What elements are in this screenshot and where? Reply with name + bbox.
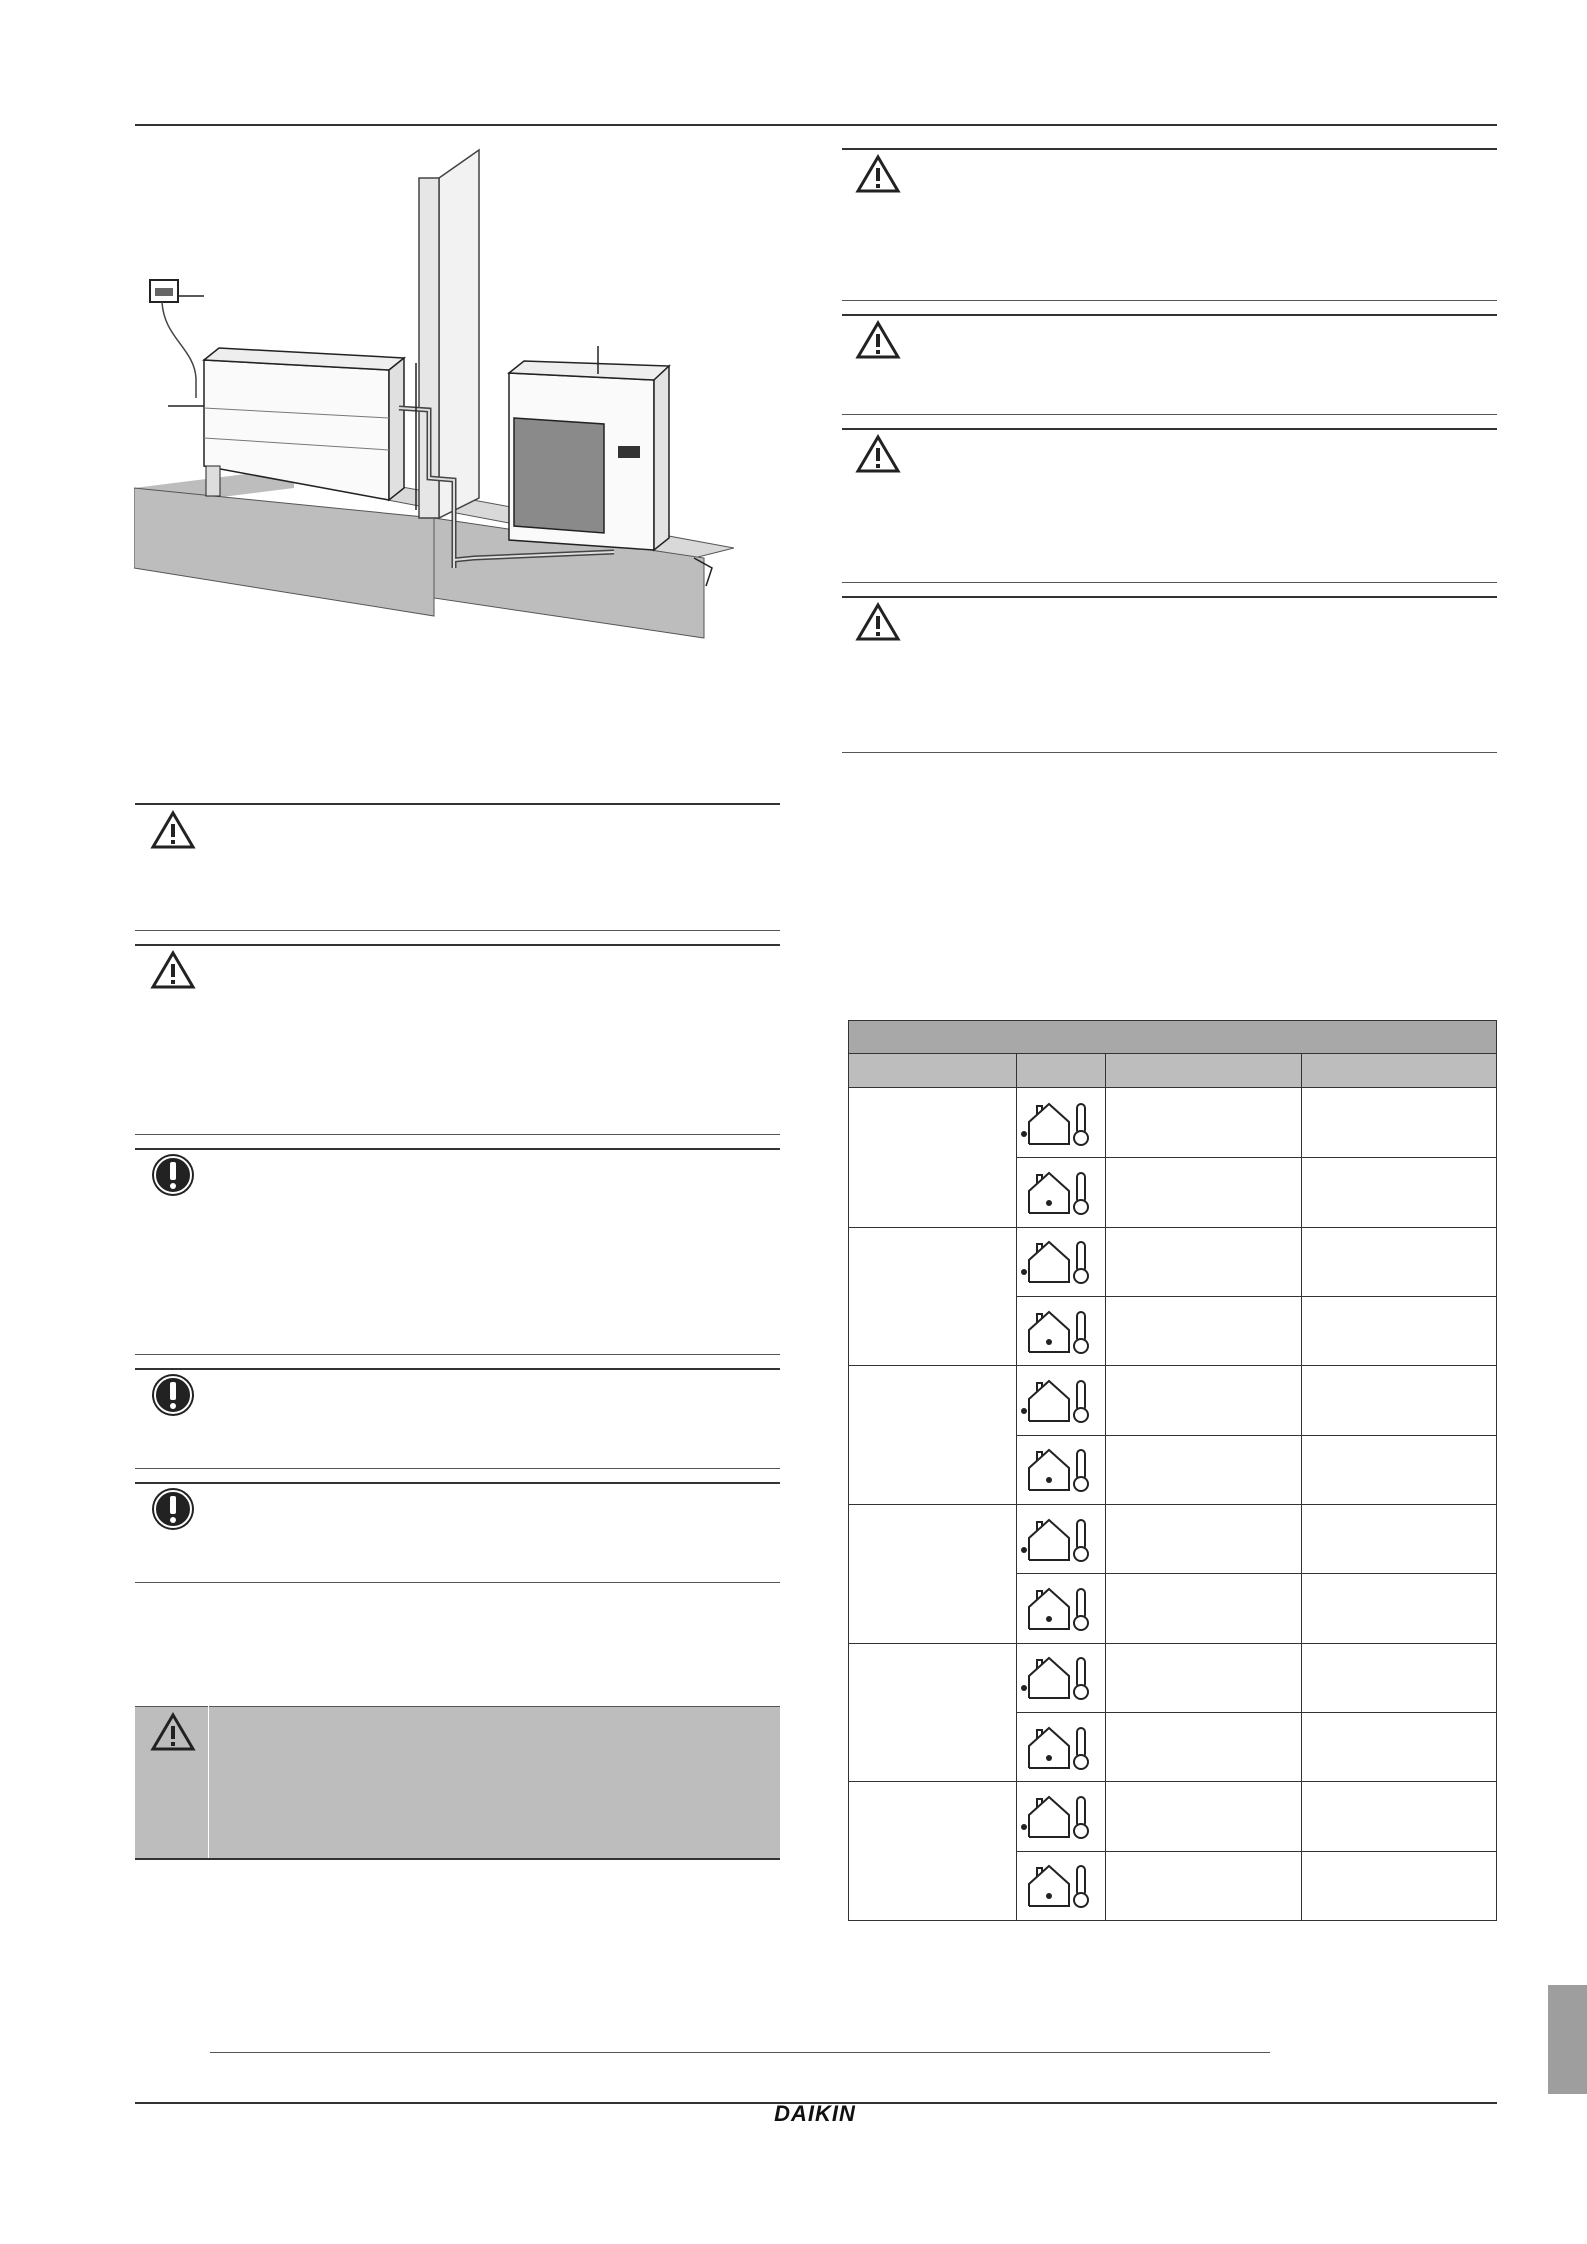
note-4-bottom-rule: [135, 1468, 780, 1469]
table-group-divider: [849, 1365, 1496, 1366]
warning-icon: [150, 1712, 196, 1752]
note-4-top-rule: [135, 1368, 780, 1370]
right-note-2-top-rule: [842, 314, 1497, 316]
table-group-divider: [849, 1504, 1496, 1505]
warning-icon: [150, 810, 196, 850]
table-row-divider: [1016, 1157, 1496, 1158]
highlighted-warning-separator: [208, 1706, 209, 1858]
note-3-top-rule: [135, 1148, 780, 1150]
note-5-top-rule: [135, 1482, 780, 1484]
notice-icon: [150, 1486, 196, 1532]
house-outdoor-sensor-icon: [1019, 1652, 1099, 1707]
house-outdoor-sensor-icon: [1019, 1791, 1099, 1846]
house-outdoor-sensor-icon: [1019, 1098, 1099, 1153]
table-col-divider-2: [1105, 1054, 1106, 1920]
note-1-bottom-rule: [135, 930, 780, 931]
note-2-top-rule: [135, 944, 780, 946]
footnote-rule: [210, 2052, 1270, 2053]
house-indoor-sensor-icon: [1019, 1583, 1099, 1638]
table-row-divider: [1016, 1296, 1496, 1297]
header-rule: [135, 124, 1497, 126]
notice-icon: [150, 1152, 196, 1198]
house-indoor-sensor-icon: [1019, 1444, 1099, 1499]
right-note-4-bottom-rule: [842, 752, 1497, 753]
house-outdoor-sensor-icon: [1019, 1514, 1099, 1569]
warning-icon: [855, 320, 901, 360]
table-group-divider: [849, 1643, 1496, 1644]
table-row-divider: [1016, 1712, 1496, 1713]
house-indoor-sensor-icon: [1019, 1167, 1099, 1222]
note-3-bottom-rule: [135, 1354, 780, 1355]
right-note-3-top-rule: [842, 428, 1497, 430]
house-indoor-sensor-icon: [1019, 1722, 1099, 1777]
house-indoor-sensor-icon: [1019, 1860, 1099, 1915]
sensor-table: [848, 1020, 1497, 1921]
note-6-top-rule: [135, 1706, 780, 1707]
warning-icon: [855, 434, 901, 474]
table-header-row: [849, 1054, 1496, 1088]
warning-icon: [150, 950, 196, 990]
installation-illustration: [134, 148, 734, 648]
table-col-divider-1: [1016, 1054, 1017, 1920]
right-note-3-bottom-rule: [842, 582, 1497, 583]
note-1-top-rule: [135, 803, 780, 805]
right-note-1-bottom-rule: [842, 300, 1497, 301]
right-note-1-top-rule: [842, 148, 1497, 150]
warning-icon: [855, 602, 901, 642]
table-group-divider: [849, 1227, 1496, 1228]
table-row-divider: [1016, 1851, 1496, 1852]
right-note-4-top-rule: [842, 596, 1497, 598]
note-6-bottom-rule: [135, 1858, 780, 1860]
side-thumb-tab: [1548, 1985, 1587, 2094]
house-outdoor-sensor-icon: [1019, 1236, 1099, 1291]
right-note-2-bottom-rule: [842, 414, 1497, 415]
table-row-divider: [1016, 1435, 1496, 1436]
highlighted-warning-box: [135, 1706, 780, 1858]
note-2-bottom-rule: [135, 1134, 780, 1135]
house-outdoor-sensor-icon: [1019, 1375, 1099, 1430]
table-group-divider: [849, 1781, 1496, 1782]
warning-icon: [855, 154, 901, 194]
notice-icon: [150, 1372, 196, 1418]
house-indoor-sensor-icon: [1019, 1306, 1099, 1361]
table-row-divider: [1016, 1573, 1496, 1574]
table-title-row: [849, 1021, 1496, 1054]
note-5-bottom-rule: [135, 1582, 780, 1583]
table-col-divider-3: [1301, 1054, 1302, 1920]
daikin-logo: [760, 2100, 870, 2126]
svg-text:DAIKIN: DAIKIN: [774, 2101, 856, 2126]
